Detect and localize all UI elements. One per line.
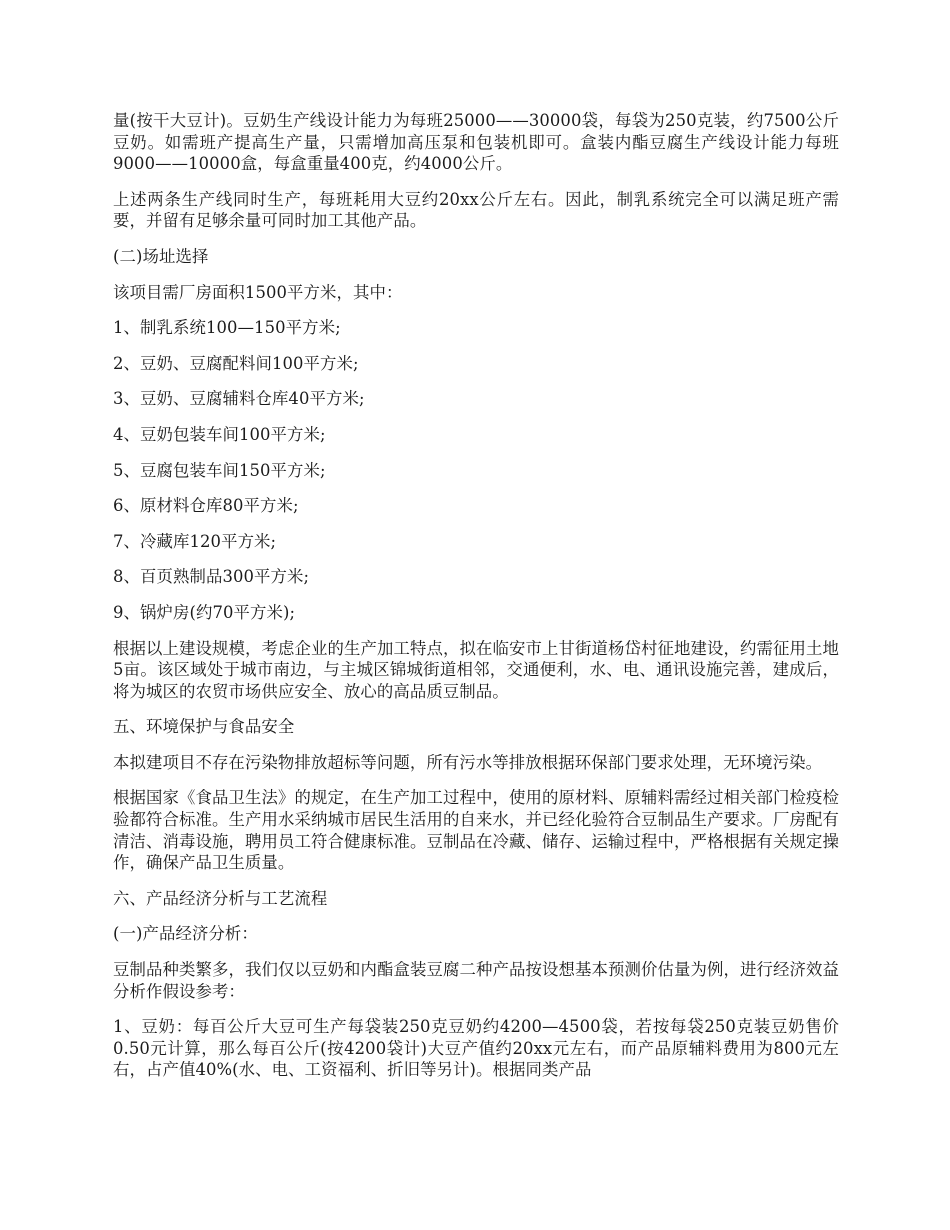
- paragraph-product-types: 豆制品种类繁多，我们仅以豆奶和内酯盒装豆腐二种产品按设想基本预测价估量为例，进行经济效益分析作假设参考：: [113, 960, 839, 1001]
- document-page: [113, 110, 839, 1095]
- list-item: 8、百页熟制品300平方米;: [113, 567, 310, 587]
- list-item: 3、豆奶、豆腐辅料仓库40平方米;: [113, 389, 365, 409]
- paragraph-site-location: 根据以上建设规模，考虑企业的生产加工特点，拟在临安市上甘街道杨岱村征地建设，约需征用土地5亩。该区域处于城市南边，与主城区锦城街道相邻，交通便利，水、电、通讯设施完善，建成后，将为城区的农贸市场供应安全、放心的高品质豆制品。: [113, 638, 839, 701]
- list-item: 7、冷藏库120平方米;: [113, 531, 277, 551]
- list-item: 1、制乳系统100—150平方米;: [113, 318, 341, 338]
- paragraph-production-capacity: 量(按干大豆计)。豆奶生产线设计能力为每班25000——30000袋，每袋为250克装，约7500公斤豆奶。如需班产提高生产量，只需增加高压泵和包装机即可。盒装内酯豆腐生产线设计能力每班9000——10000盒，每盒重量400克，约4000公斤。: [113, 111, 839, 174]
- list-item: 2、豆奶、豆腐配料间100平方米;: [113, 353, 359, 373]
- list-item: 6、原材料仓库80平方米;: [113, 496, 299, 516]
- paragraph-soy-milk-analysis: 1、豆奶：每百公斤大豆可生产每袋装250克豆奶约4200—4500袋，若按每袋250克装豆奶售价0.50元计算，那么每百公斤(按4200袋计)大豆产值约20xx元左右，而产品原辅料费用为800元左右，占产值40%(水、电、工资福利、折旧等另计)。根据同类产品: [113, 1017, 839, 1080]
- paragraph-plant-area: 该项目需厂房面积1500平方米，其中：: [113, 282, 403, 302]
- paragraph-pollution: 本拟建项目不存在污染物排放超标等问题，所有污水等排放根据环保部门要求处理，无环境污染。: [113, 752, 823, 772]
- subsection-heading-product-economics: (一)产品经济分析：: [113, 924, 258, 944]
- list-item: 9、锅炉房(约70平方米);: [113, 602, 296, 622]
- paragraph-food-safety: 根据国家《食品卫生法》的规定，在生产加工过程中，使用的原材料、原辅料需经过相关部门检疫检验都符合标准。生产用水采纳城市居民生活用的自来水，并已经化验符合豆制品生产要求。厂房配有清洁、消毒设施，聘用员工符合健康标准。豆制品在冷藏、储存、运输过程中，严格根据有关规定操作，确保产品卫生质量。: [113, 788, 839, 873]
- section-heading-environment: 五、环境保护与食品安全: [113, 717, 295, 737]
- section-heading-site-selection: (二)场址选择: [113, 246, 209, 266]
- list-item: 5、豆腐包装车间150平方米;: [113, 460, 326, 480]
- section-heading-economic-analysis: 六、产品经济分析与工艺流程: [113, 888, 328, 908]
- list-item: 4、豆奶包装车间100平方米;: [113, 424, 326, 444]
- paragraph-soybean-consumption: 上述两条生产线同时生产，每班耗用大豆约20xx公斤左右。因此，制乳系统完全可以满足班产需要，并留有足够余量可同时加工其他产品。: [113, 189, 839, 231]
